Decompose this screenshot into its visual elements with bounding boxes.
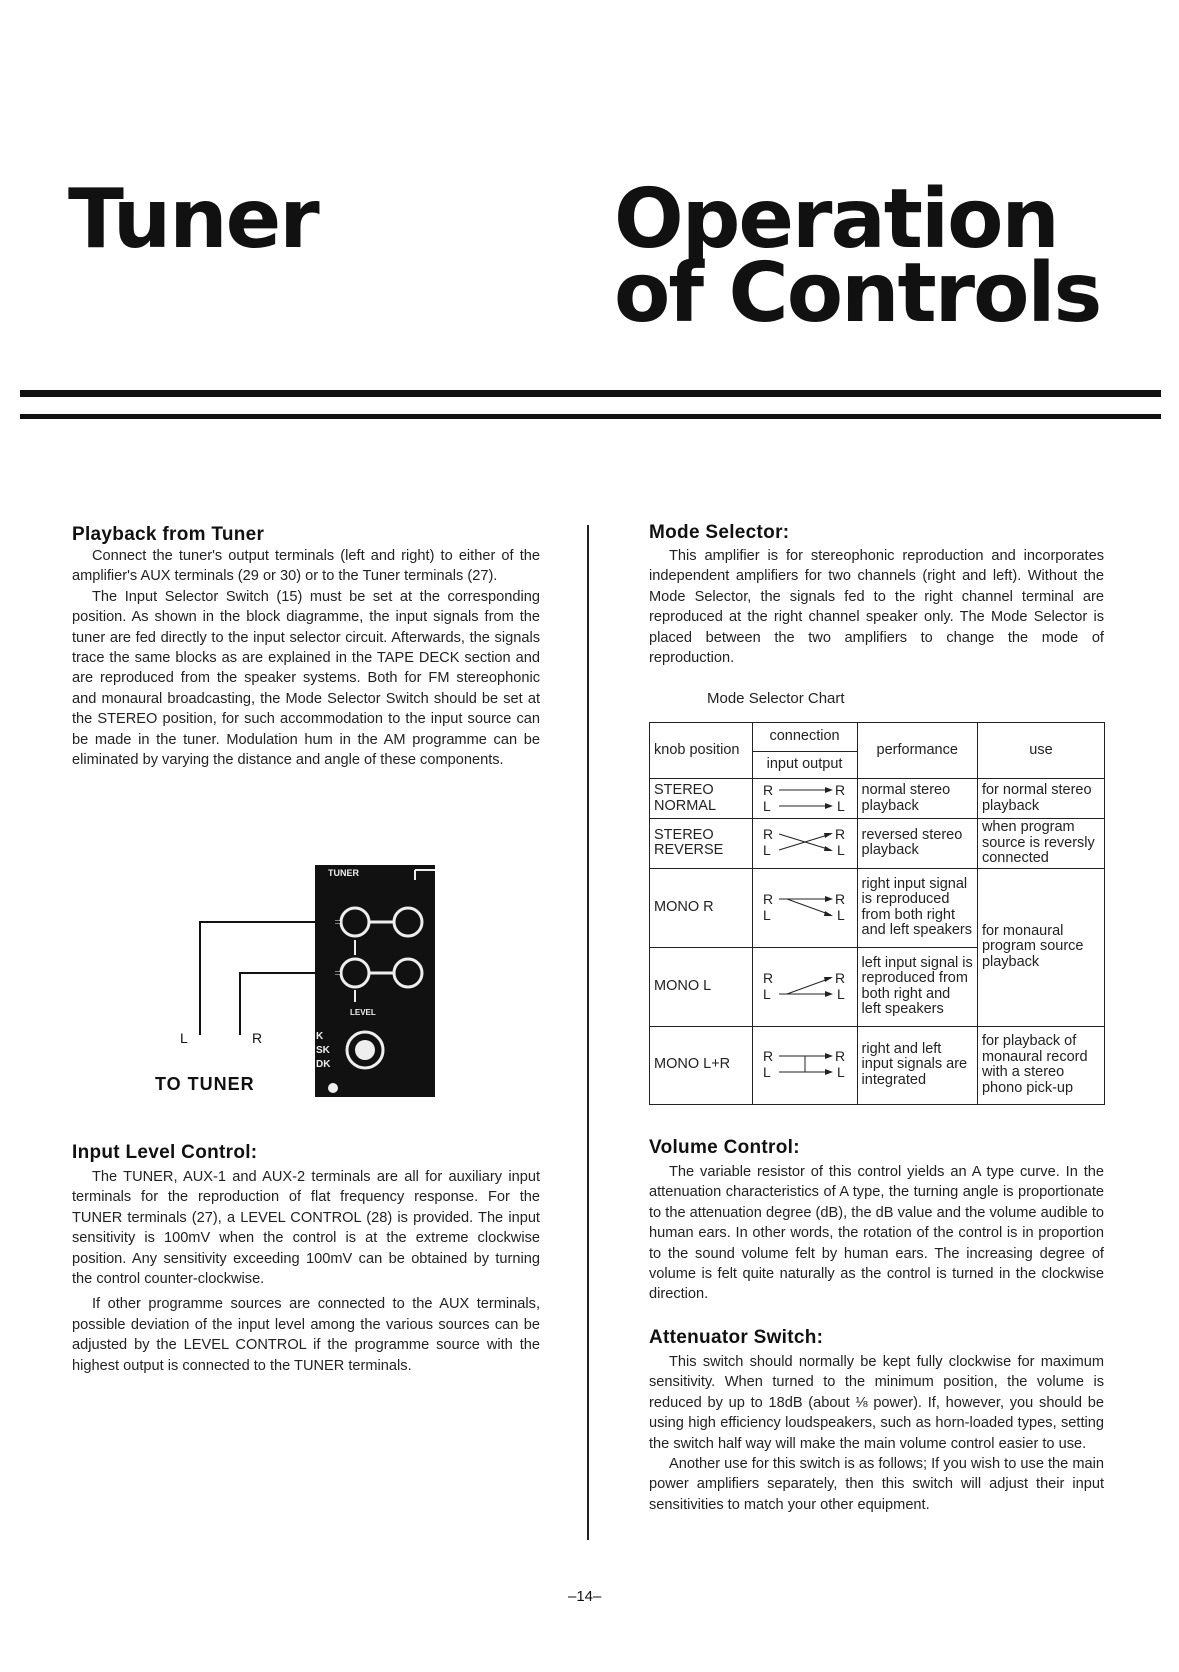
table-row bbox=[650, 819, 1105, 869]
lead-left-label: L bbox=[180, 1030, 188, 1046]
input-level-section bbox=[72, 1142, 540, 1376]
svg-text:L: L bbox=[836, 797, 845, 814]
svg-text:R: R bbox=[762, 1048, 773, 1064]
tuner-panel-drawing bbox=[150, 860, 440, 1100]
attenuator-paragraph-2: Another use for this switch is as follows; If you wish to use the main power amplifiers separately, then this switch will adjust their input sensitivities to match your other equipment. bbox=[649, 1456, 1104, 1513]
header-in-out: input output bbox=[752, 752, 857, 779]
use-stereo-reverse: when program source is reversly connected bbox=[977, 819, 1104, 869]
svg-text:L: L bbox=[762, 797, 771, 814]
panel-side-letters: K SK DK bbox=[316, 1031, 331, 1070]
table-row bbox=[650, 779, 1105, 819]
header-rule-bottom bbox=[20, 414, 1161, 419]
right-title-line1: Operation bbox=[614, 172, 1058, 267]
playback-paragraph-1: Connect the tuner's output terminals (left and right) to either of the amplifier's AUX terminals (29 or 30) or to the Tuner terminals (27). bbox=[72, 548, 540, 585]
lead-right-label: R bbox=[252, 1030, 263, 1046]
svg-text:L: L bbox=[836, 906, 845, 923]
perf-mono-r: right input signal is reproduced from both right and left speakers bbox=[857, 868, 977, 947]
knob-stereo-reverse: STEREO REVERSE bbox=[650, 819, 753, 869]
perf-stereo-normal: normal stereo playback bbox=[857, 779, 977, 819]
svg-text:R: R bbox=[834, 969, 845, 986]
perf-stereo-reverse: reversed stereo playback bbox=[857, 819, 977, 869]
panel-level-label: LEVEL bbox=[350, 1008, 376, 1017]
left-title: Tuner bbox=[68, 172, 318, 267]
header-connection: connection bbox=[752, 723, 857, 752]
right-title-line2: of Controls bbox=[614, 246, 1101, 341]
svg-text:L: L bbox=[836, 842, 845, 859]
knob-mono-l: MONO L bbox=[650, 947, 753, 1026]
svg-text:L: L bbox=[762, 906, 771, 923]
connection-mono-l bbox=[752, 947, 857, 1026]
svg-text:R: R bbox=[834, 826, 845, 843]
knob-stereo-normal: STEREO NORMAL bbox=[650, 779, 753, 819]
mode-selector-paragraph: This amplifier is for stereophonic reproduction and incorporates independent amplifiers for two channels (right and left). Without the Mode Selector, the signals fed to the right channel terminal are reproduced at the right channel speaker only. The Mode Selector is placed between the two amplifiers to change the mode of reproduction. bbox=[649, 548, 1104, 667]
knob-mono-r: MONO R bbox=[650, 868, 753, 947]
knob-mono-lr: MONO L+R bbox=[650, 1026, 753, 1104]
playback-paragraph-2: The Input Selector Switch (15) must be set at the corresponding position. As shown in the block diagramme, the input signals from the tuner are fed directly to the input selector circuit. Afterwards, the signals trace the same blocks as are explained in the TAPE DECK section and are reproduced from the speaker systems. Both for FM stereophonic and monaural broadcasting, the Mode Selector Switch should be set at the STEREO position, for such accommodation to the input source can be made in the tuner. Modulation hum in the AM programme can be eliminated by varying the distance and angle of these components. bbox=[72, 588, 540, 769]
connection-mono-r bbox=[752, 868, 857, 947]
tuner-diagram bbox=[150, 860, 440, 1100]
column-divider bbox=[587, 525, 589, 1540]
table-row bbox=[650, 868, 1105, 947]
header-performance: performance bbox=[857, 723, 977, 779]
use-stereo-normal: for normal stereo playback bbox=[977, 779, 1104, 819]
mode-selector-table bbox=[649, 722, 1105, 1105]
input-level-heading: Input Level Control: bbox=[72, 1142, 258, 1163]
diagram-caption: TO TUNER bbox=[155, 1074, 255, 1094]
connection-stereo-reverse bbox=[752, 819, 857, 869]
use-mono-lr: for playback of monaural record with a stereo phono pick-up bbox=[977, 1026, 1104, 1104]
svg-text:L: L bbox=[762, 1064, 771, 1080]
perf-mono-l: left input signal is reproduced from both right and left speakers bbox=[857, 947, 977, 1026]
mode-selector-section bbox=[649, 522, 1104, 668]
svg-text:R: R bbox=[762, 781, 773, 798]
page-number: –14– bbox=[568, 1588, 602, 1605]
svg-text:L: L bbox=[836, 1064, 845, 1080]
connection-stereo-normal bbox=[752, 779, 857, 819]
input-level-paragraph-1: The TUNER, AUX-1 and AUX-2 terminals are all for auxiliary input terminals for the reproduction of flat frequency response. For the TUNER terminals (27), a LEVEL CONTROL (28) is provided. The input sensitivity is 100mV when the control is at the extreme clockwise position. Any sensitivity exceeding 100mV can be obtained by turning the control counter-clockwise. bbox=[72, 1169, 540, 1288]
svg-text:R: R bbox=[834, 781, 845, 798]
perf-mono-lr: right and left input signals are integrated bbox=[857, 1026, 977, 1104]
table-row bbox=[650, 1026, 1105, 1104]
playback-section bbox=[72, 524, 540, 770]
header-knob: knob position bbox=[650, 723, 753, 779]
attenuator-section bbox=[649, 1327, 1104, 1515]
mode-selector-heading: Mode Selector: bbox=[649, 522, 790, 543]
volume-heading: Volume Control: bbox=[649, 1137, 800, 1158]
chart-title: Mode Selector Chart bbox=[707, 690, 845, 707]
svg-text:R: R bbox=[834, 1048, 845, 1064]
volume-section bbox=[649, 1137, 1104, 1305]
playback-heading: Playback from Tuner bbox=[72, 524, 265, 545]
attenuator-heading: Attenuator Switch: bbox=[649, 1327, 824, 1348]
input-level-paragraph-2: If other programme sources are connected to the AUX terminals, possible deviation of the input level among the various sources can be adjusted by the LEVEL CONTROL if the programme source with the highest output is connected to the TUNER terminals. bbox=[72, 1296, 540, 1374]
svg-text:R: R bbox=[762, 826, 773, 843]
connection-mono-lr bbox=[752, 1026, 857, 1104]
volume-paragraph: The variable resistor of this control yields an A type curve. In the attenuation characteristics of A type, the turning angle is proportionate to the attenuation degree (dB), the dB value and the volume audible to human ears. In other words, the rotation of the control is in proportion to the sound volume felt by human ears. The increasing degree of volume is felt quite naturally as the control is turned in the clockwise direction. bbox=[649, 1164, 1104, 1303]
use-mono: for monaural program source playback bbox=[977, 868, 1104, 1026]
svg-text:R: R bbox=[762, 890, 773, 907]
svg-text:L: L bbox=[762, 842, 771, 859]
svg-text:R: R bbox=[762, 969, 773, 986]
header-use: use bbox=[977, 723, 1104, 779]
svg-text:R: R bbox=[834, 890, 845, 907]
panel-tuner-label: TUNER bbox=[328, 868, 359, 878]
header-rule-top bbox=[20, 390, 1161, 397]
attenuator-paragraph-1: This switch should normally be kept fully clockwise for maximum sensitivity. When turned to the minimum position, the volume is reduced by up to 18dB (about ⅛ power). If, however, you should be using high efficiency loudspeakers, such as horn-loaded types, setting the switch half way will make the main volume control easier to use. bbox=[649, 1354, 1104, 1452]
svg-text:L: L bbox=[836, 985, 845, 1002]
svg-text:L: L bbox=[762, 985, 771, 1002]
